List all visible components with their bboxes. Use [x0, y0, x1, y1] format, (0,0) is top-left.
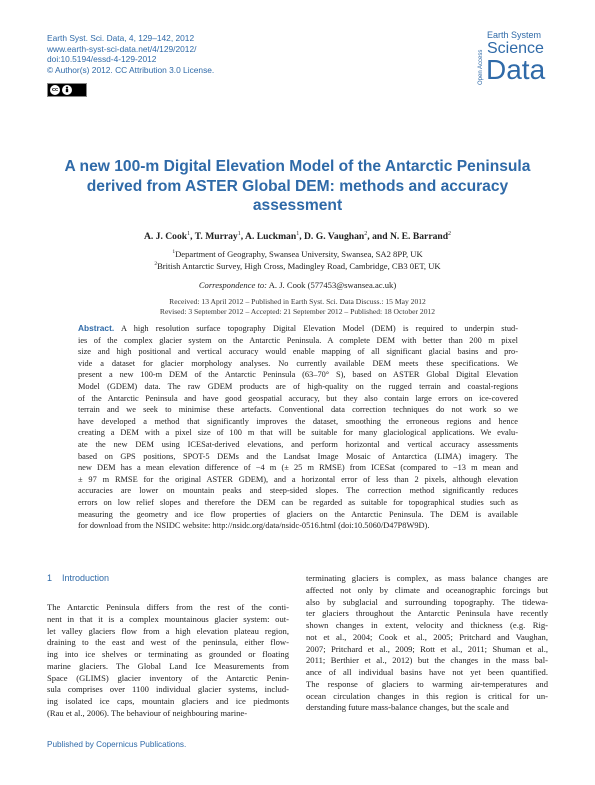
abstract-line: measuring the geometry and ice flow properties of glaciers on the Antarctic Peninsula. The DEM is available [78, 509, 518, 519]
license-line: © Author(s) 2012. CC Attribution 3.0 License. [47, 64, 215, 75]
author: D. G. Vaughan$^2$ [304, 231, 368, 243]
abstract-line: ± 97 m RMSE for the original ASTER GDEM), and a horizontal error of less than 2 pixels, although elevation [78, 474, 518, 484]
dates-received: Received: 13 April 2012 – Published in Earth Syst. Sci. Data Discuss.: 15 May 2012 [169, 297, 426, 306]
logo-line-data: Data [486, 54, 546, 85]
journal-reference: Earth Syst. Sci. Data, 4, 129–142, 2012 [47, 33, 195, 43]
section-number: 1 [47, 573, 53, 583]
journal-url[interactable]: www.earth-syst-sci-data.net/4/129/2012/ [47, 43, 197, 54]
text-line: ing isolated ice caps, mountain glaciers and ice piedmonts [47, 696, 289, 706]
text-line: affected not only by climate and oceanographic forcings but [306, 584, 548, 595]
correspondence: Correspondence to: A. J. Cook (577453@swansea.ac.uk) [198, 280, 397, 290]
abstract-line: based on GPS positions, SPOT-5 DEMs and the Landsat Image Mosaic of Antarctica (LIMA) imagery. The [78, 451, 518, 461]
journal-logo [478, 30, 578, 90]
author: N. E. Barrand$^2$ [389, 231, 452, 243]
abstract-line: accuracies are lower on mountain peaks and steep-sided slopes. The correction method significantly reduces [78, 486, 518, 496]
text-line: The Antarctic Peninsula differs from the rest of the conti- [47, 602, 289, 612]
author: T. Murray$^1$ [194, 231, 241, 243]
abstract-line: Abstract. A high resolution surface topography Digital Elevation Model (DEM) is required to underpin stud- [78, 323, 518, 333]
doi[interactable]: doi:10.5194/essd-4-129-2012 [47, 54, 157, 65]
text-line: sula comprises over 1100 individual glacier systems, includ- [47, 684, 289, 695]
text-line: let valley glaciers flow from a high elevation plateau region, [47, 625, 289, 636]
body-column-right [306, 573, 548, 714]
text-line: nent in that it is a complex mountainous glacier system: out- [47, 613, 289, 624]
journal-header [47, 33, 347, 75]
text-line: ter glaciers throughout the Antarctic Peninsula have recently [306, 608, 548, 619]
text-line: Space (GLIMS) glacier inventory of the Antarctic Penin- [47, 672, 289, 683]
text-line: ing into ice shelves or terminating as grounded or floating [47, 649, 289, 659]
cc-license-badge[interactable] [47, 83, 87, 97]
abstract-line: creating a DEM with a pixel size of 100 m that will be suitable for many glaciological applications. We evalu- [78, 428, 518, 438]
text-line: marine glaciers. The Global Land Ice Measurements from [47, 660, 289, 671]
author: A. J. Cook$^1$ [143, 231, 191, 243]
paper-title: A new 100-m Digital Elevation Model of the Antarctic Peninsula derived from ASTER Global DEM: methods and accuracy assessment [64, 158, 531, 214]
abstract-label: Abstract. [78, 323, 115, 333]
logo-line-earth-system: Earth System [487, 30, 542, 40]
text-line: also by subglacial and surrounding topography. The tidewa- [306, 596, 548, 607]
text-line: 2011; Berthier et al., 2012) but the changes in the mass bal- [306, 655, 548, 666]
text-line: 2007; Pritchard et al., 2009; Rott et al., 2011; Shuman et al., [306, 643, 548, 654]
abstract [78, 323, 518, 532]
body-column-left [47, 602, 289, 720]
cc-icon: cc [51, 87, 59, 93]
text-line: The response of glaciers to warming air-temperatures and [306, 678, 548, 689]
section-heading [47, 573, 109, 583]
dates-revised: Revised: 3 September 2012 – Accepted: 21 September 2012 – Published: 18 October 2012 [159, 307, 436, 316]
affiliation-2: $^2$British Antarctic Survey, High Cross, Madingley Road, Cambridge, CB3 0ET, UK [154, 261, 441, 271]
text-line: not et al., 2004; Cook et al., 2005; Pritchard and Vaughan, [306, 631, 548, 642]
text-line: ocean circulation changes in this region is critical for un- [306, 690, 548, 701]
text-line: shown changes in extent, velocity and thickness (e.g. Rig- [306, 620, 548, 630]
abstract-line: terrain and we seek to minimise these artefacts. Conventional data correction techniques do not work so we [78, 405, 518, 415]
logo-line-science: Science [487, 40, 544, 57]
affiliation-1: $^1$Department of Geography, Swansea University, Swansea, SA2 8PP, UK [172, 249, 423, 259]
text-line: derstanding future mass-balance changes, but the scale and [306, 702, 509, 713]
abstract-line: have developed a method that significantly improves the dataset, smoothing the erroneous regions and hence [78, 416, 518, 426]
by-icon [62, 85, 72, 95]
abstract-line: of the Antarctic Peninsula and have good geospatial accuracy, but they also contain large errors on ice-covered [78, 393, 518, 403]
abstract-line: ate the new DEM using ICESat-derived elevations, and perform horizontal and vertical accuracy assessments [78, 439, 518, 449]
open-access-label: Open Access [478, 49, 484, 85]
text-line: draining to the east and west of the peninsula, either flow- [47, 637, 289, 648]
text-line: ance of all individual basins have not yet been quantified. [306, 667, 548, 677]
abstract-line: Model (GDEM) data. The raw GDEM products are of high-quality on the rugged terrain and coastal-regions [78, 381, 518, 391]
text-line: (Rau et al., 2006). The behaviour of neighbouring marine- [47, 707, 248, 718]
abstract-line: errors on low relief slopes and therefore the DEM can be regarded as suitable for topographical studies such as [78, 497, 518, 507]
abstract-line: present a new 100-m DEM of the Antarctic Peninsula (63–70° S), based on ASTER Global Digital Elevation [78, 370, 518, 380]
abstract-line: vide a dataset for glacier morphology analyses. No currently available DEM meets these specifications. We [78, 358, 518, 368]
author-list: A. J. Cook$^1$, T. Murray$^1$, A. Luckman$^1$, D. G. Vaughan$^2$, and N. E. Barrand$^2$ [143, 231, 452, 243]
abstract-line: size and high positional and vertical accuracy would enable mapping of all significant glacial basins and pro- [78, 347, 518, 357]
abstract-line: for download from the NSIDC website: http://nsidc.org/data/nsidc-0516.html (doi:10.5060/D47P8W9D). [78, 521, 430, 531]
abstract-line: ies of the complex glacier system on the Antarctic Peninsula. A complete DEM with better than 200 m pixel [78, 335, 518, 345]
publisher-footer: Published by Copernicus Publications. [47, 740, 187, 749]
author: A. Luckman$^1$ [245, 231, 300, 243]
abstract-line: new DEM has a mean elevation difference of −4 m (± 25 m RMSE) from ICESat (compared to −13 m mean and [78, 463, 518, 473]
section-title: Introduction [62, 573, 110, 583]
text-line: terminating glaciers is complex, as mass balance changes are [306, 573, 548, 583]
